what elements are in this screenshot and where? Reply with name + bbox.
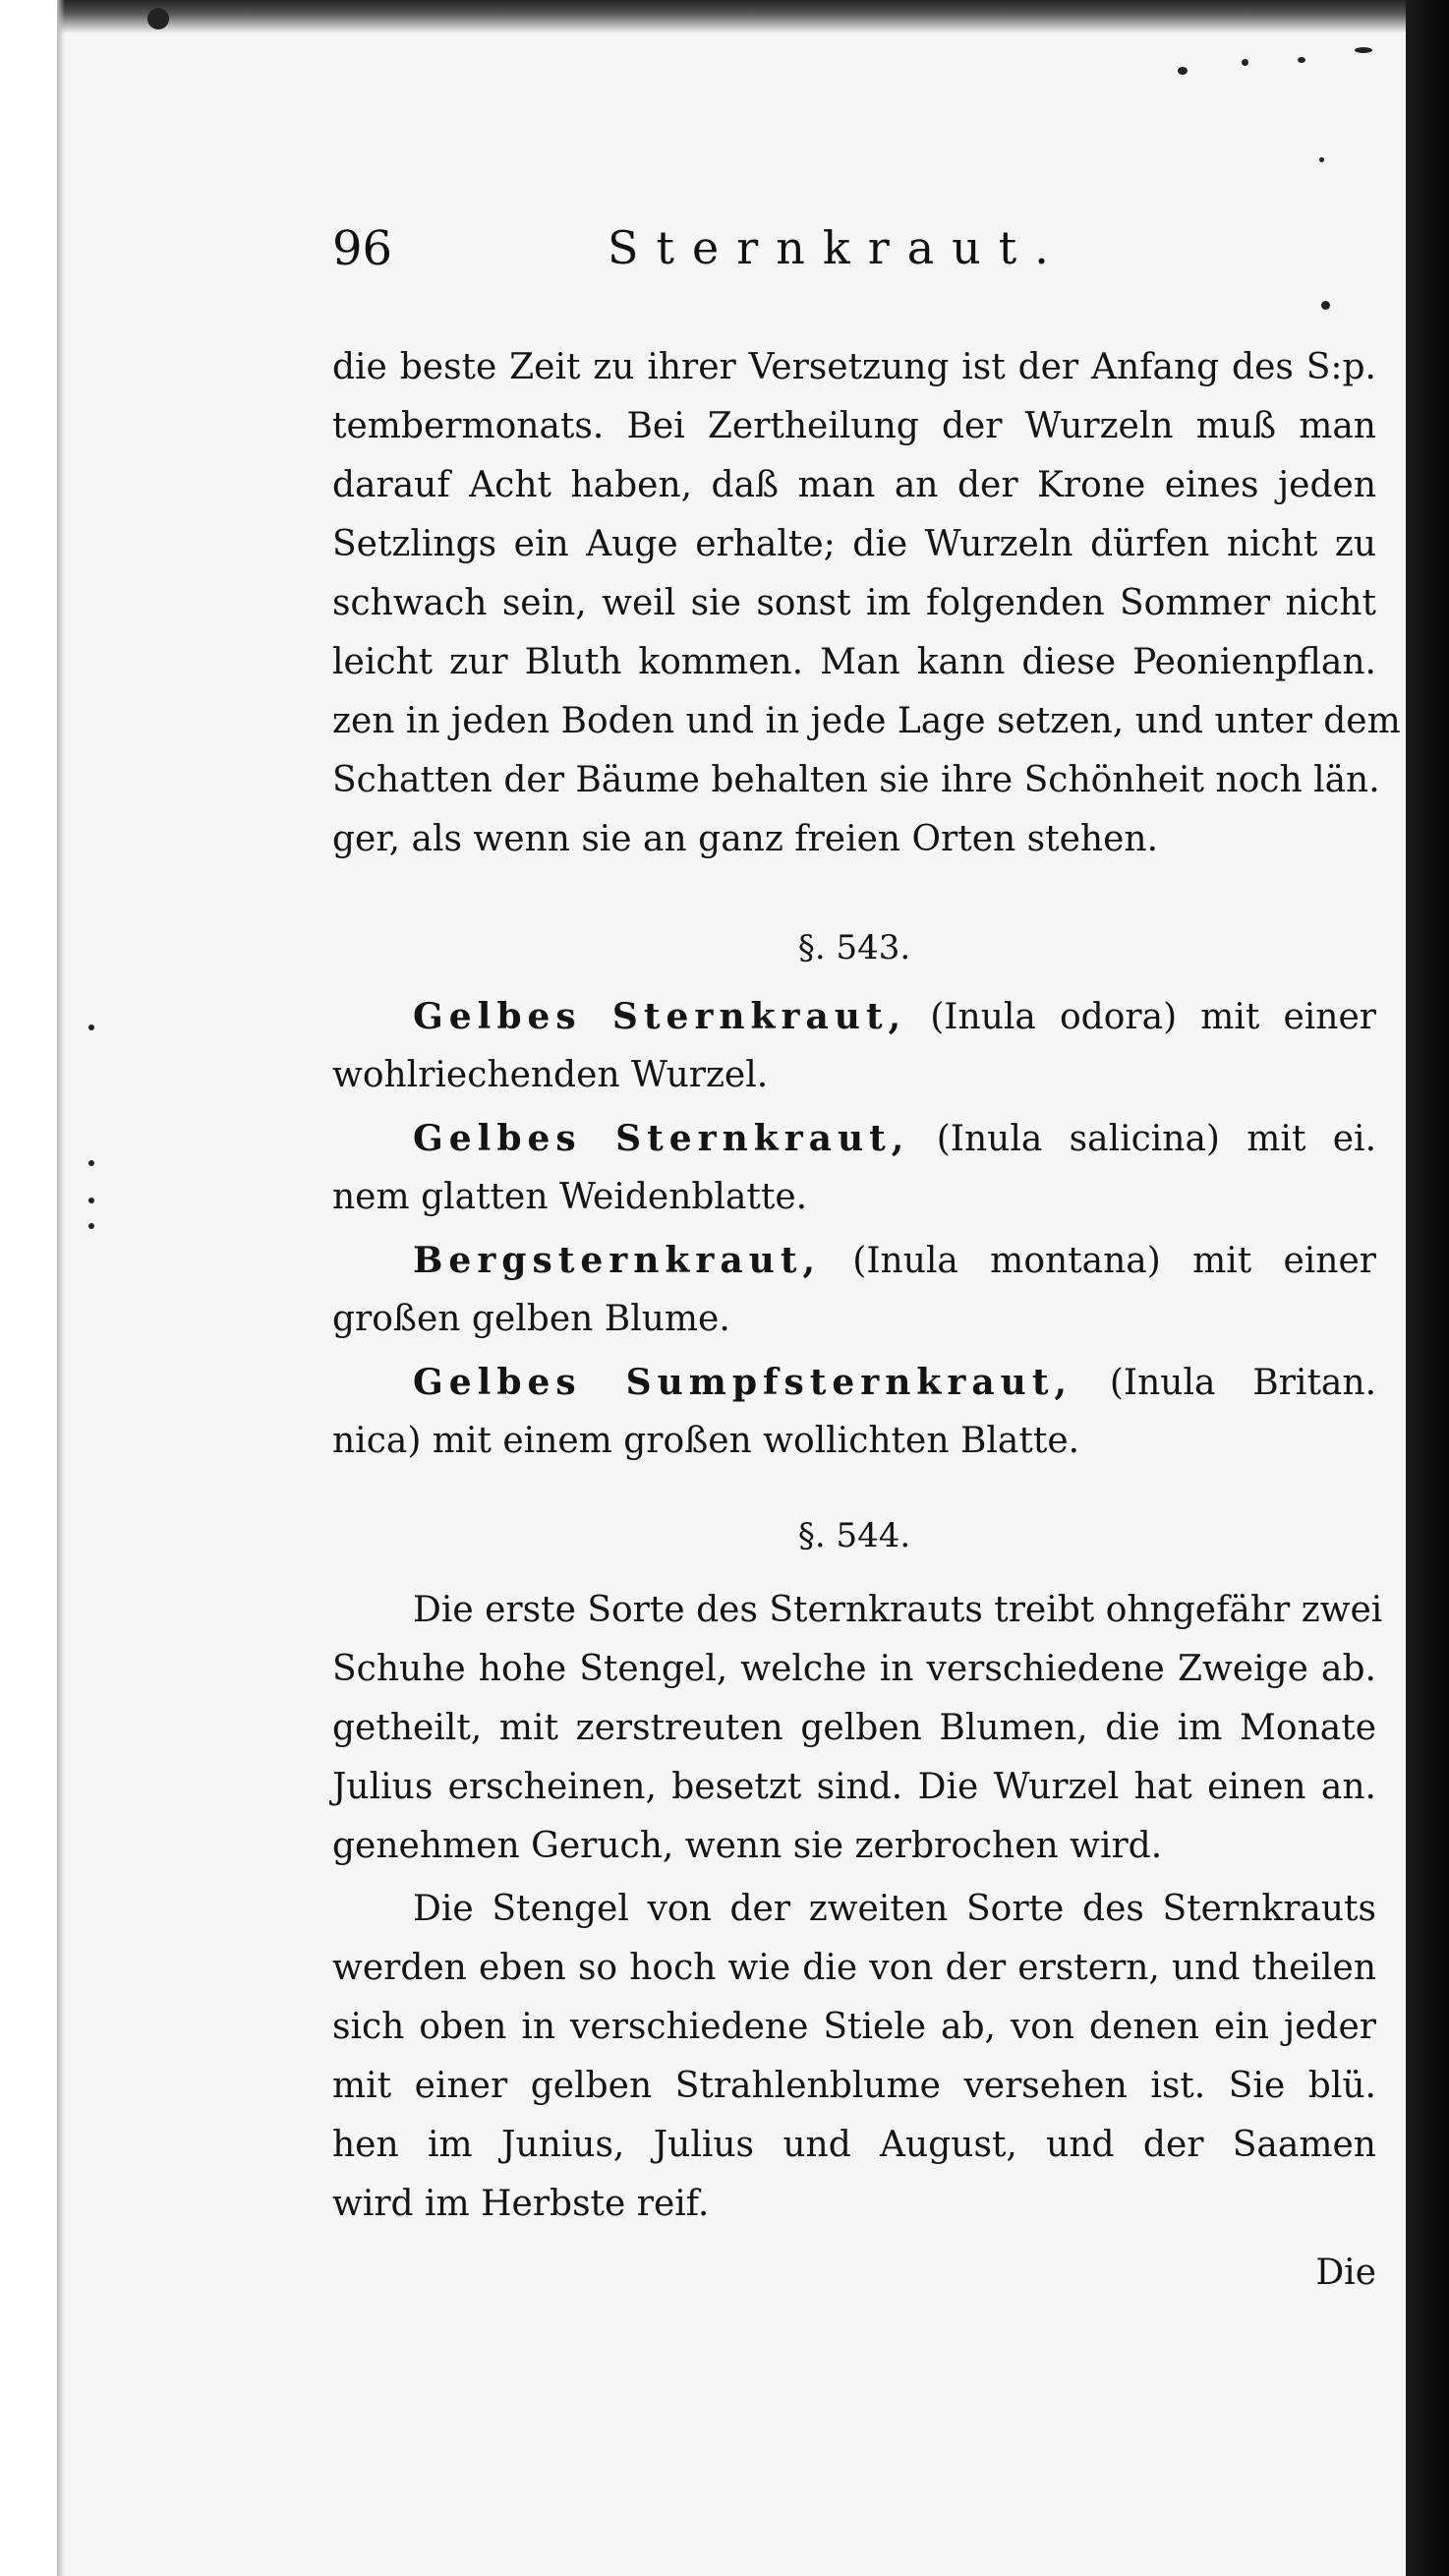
species-description: (Inula odora) mit einer [930, 997, 1376, 1037]
scan-left-edge [57, 0, 65, 2576]
text-line: leicht zur Bluth kommen. Man kann diese Peonienpflan. [332, 642, 1376, 682]
text-line: ger, als wenn sie an ganz freien Orten stehen. [332, 819, 1159, 859]
text-line: genehmen Geruch, wenn sie zerbrochen wird. [332, 1826, 1163, 1866]
species-description: (Inula Britan. [1109, 1363, 1377, 1403]
text-line: getheilt, mit zerstreuten gelben Blumen, die im Monate [332, 1708, 1376, 1748]
text-line: nem glatten Weidenblatte. [332, 1177, 808, 1217]
species-description: (Inula montana) mit einer [852, 1241, 1376, 1281]
ink-speck [1319, 157, 1324, 162]
catchword: Die [1315, 2253, 1376, 2293]
species-entry [413, 1231, 1376, 1290]
ink-speck [88, 1025, 94, 1030]
species-entry [413, 987, 1376, 1046]
text-line: Die Stengel von der zweiten Sorte des Sternkrauts [413, 1889, 1376, 1929]
text-line: wird im Herbste reif. [332, 2184, 710, 2224]
text-line: nica) mit einem großen wollichten Blatte. [332, 1421, 1080, 1461]
species-name: Gelbes Sternkraut, [413, 1118, 910, 1159]
text-line: die beste Zeit zu ihrer Versetzung ist der Anfang des S:p. [332, 347, 1376, 387]
species-name: Gelbes Sumpfsternkraut, [413, 1362, 1073, 1403]
text-line: darauf Acht haben, daß man an der Krone eines jeden [332, 465, 1376, 505]
ink-speck [1355, 47, 1372, 53]
page-header [332, 221, 1374, 300]
section-heading-544: §. 544. [797, 1516, 911, 1555]
text-line: schwach sein, weil sie sonst im folgenden Sommer nicht [332, 583, 1376, 623]
scan-top-edge [57, 0, 1406, 33]
text-line: Julius erscheinen, besetzt sind. Die Wurzel hat einen an. [332, 1767, 1376, 1807]
species-name: Gelbes Sternkraut, [413, 996, 907, 1037]
ink-speck [1178, 67, 1188, 75]
page-number: 96 [332, 221, 393, 276]
species-entry [413, 1109, 1376, 1168]
text-line: Schuhe hohe Stengel, welche in verschiedene Zweige ab. [332, 1649, 1376, 1689]
species-description: (Inula salicina) mit ei. [936, 1119, 1377, 1159]
ink-speck [1242, 59, 1248, 66]
text-line: Die erste Sorte des Sternkrauts treibt ohngefähr zwei [413, 1590, 1383, 1630]
ink-speck [1298, 57, 1305, 63]
text-line: hen im Junius, Julius und August, und der Saamen [332, 2125, 1376, 2165]
species-entry [413, 1353, 1376, 1412]
text-line: tembermonats. Bei Zertheilung der Wurzeln muß man [332, 406, 1376, 446]
running-title: Sternkraut. [608, 221, 1067, 274]
text-line: mit einer gelben Strahlenblume versehen ist. Sie blü. [332, 2066, 1376, 2106]
section-heading-543: §. 543. [797, 928, 911, 967]
text-line: zen in jeden Boden und in jede Lage setzen, und unter dem [332, 701, 1401, 741]
ink-speck [88, 1223, 94, 1229]
text-line: werden eben so hoch wie die von der erstern, und theilen [332, 1948, 1376, 1988]
text-line: großen gelben Blume. [332, 1299, 730, 1339]
ink-speck [88, 1198, 94, 1203]
ink-speck [1321, 301, 1330, 310]
ink-speck [88, 1160, 94, 1166]
text-line: Setzlings ein Auge erhalte; die Wurzeln dürfen nicht zu [332, 524, 1376, 564]
text-line: Schatten der Bäume behalten sie ihre Schönheit noch län. [332, 760, 1380, 800]
text-line: wohlriechenden Wurzel. [332, 1055, 769, 1095]
scan-dark-edge [1406, 0, 1449, 2576]
species-name: Bergsternkraut, [413, 1240, 821, 1281]
text-line: sich oben in verschiedene Stiele ab, von denen ein jeder [332, 2007, 1376, 2047]
ink-speck [147, 8, 169, 29]
